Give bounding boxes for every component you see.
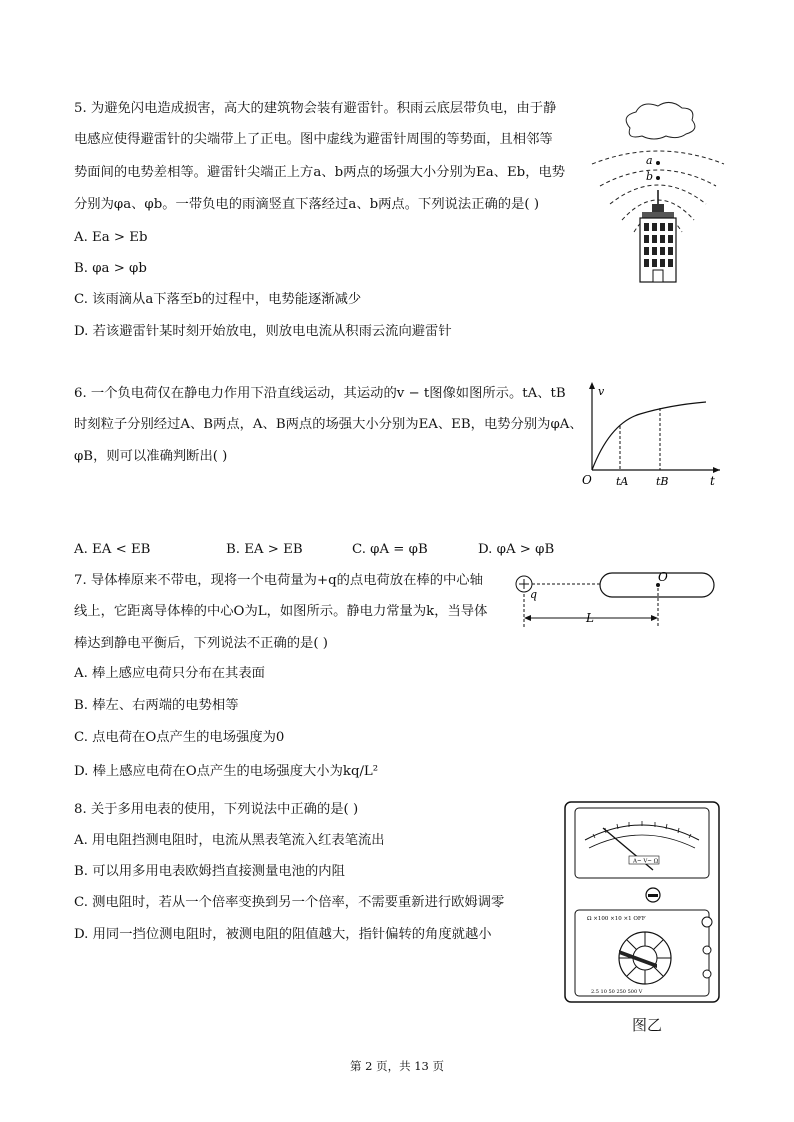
q5-line-4: 分别为φa、φb。一带负电的雨滴竖直下落经过a、b两点。下列说法正确的是( ) [74, 197, 540, 212]
axis-t-label: t [710, 474, 715, 488]
q7-line-1: 7. 导体棒原来不带电，现将一个电荷量为+q的点电荷放在棒的中心轴 [74, 573, 483, 588]
q6-option-c: C. φA = φB [352, 542, 428, 557]
conductor-rod-figure [512, 568, 722, 638]
origin-label: O [582, 473, 592, 487]
q8-option-d: D. 用同一挡位测电阻时，被测电阻的阻值越大，指针偏转的角度就越小 [74, 927, 492, 942]
q7-option-a: A. 棒上感应电荷只分布在其表面 [74, 666, 265, 681]
page-footer: 第 2 页，共 13 页 [349, 1059, 445, 1073]
q7-option-d: D. 棒上感应电荷在O点产生的电场强度大小为kq/L² [74, 764, 379, 779]
q8-option-a: A. 用电阻挡测电阻时，电流从黑表笔流入红表笔流出 [74, 833, 385, 848]
multimeter-figure [563, 800, 721, 1004]
charge-q-label: q [530, 588, 538, 601]
dial-bottom-label: 2.5 10 50 250 500 V [591, 989, 643, 995]
q6-line-3: φB，则可以准确判断出( ) [74, 449, 228, 464]
q5-line-2: 电感应使得避雷针的尖端带上了正电。图中虚线为避雷针周围的等势面，且相邻等 [74, 132, 553, 147]
q7-line-2: 线上，它距离导体棒的中心O为L，如图所示。静电力常量为k，当导体 [74, 604, 488, 619]
q5-option-b: B. φa > φb [74, 261, 147, 276]
q5-option-c: C. 该雨滴从a下落至b的过程中，电势能逐渐减少 [74, 292, 362, 307]
q7-option-b: B. 棒左、右两端的电势相等 [74, 698, 239, 713]
q6-line-2: 时刻粒子分别经过A、B两点，A、B两点的场强大小分别为EA、EB，电势分别为φA、 [74, 417, 583, 432]
point-b-label: b [646, 170, 654, 183]
q7-option-c: C. 点电荷在O点产生的电场强度为0 [74, 730, 285, 745]
q8-line-1: 8. 关于多用电表的使用，下列说法中正确的是( ) [74, 802, 359, 817]
q6-option-d: D. φA > φB [478, 542, 555, 557]
tb-label: tB [656, 475, 669, 488]
center-o-label: O [658, 570, 668, 584]
q6-option-a: A. EA < EB [74, 542, 151, 557]
dial-top-label: Ω ×100 ×10 ×1 OFF [587, 916, 646, 922]
q8-option-b: B. 可以用多用电表欧姆挡直接测量电池的内阻 [74, 864, 345, 879]
ta-label: tA [616, 475, 629, 488]
figure-caption: 图乙 [632, 1016, 663, 1034]
q5-line-3: 势面间的电势差相等。避雷针尖端正上方a、b两点的场强大小分别为Ea、Eb，电势 [74, 165, 566, 180]
q5-option-d: D. 若该避雷针某时刻开始放电，则放电电流从积雨云流向避雷针 [74, 324, 452, 339]
point-a-label: a [646, 154, 653, 167]
q5-option-a: A. Ea > Eb [74, 230, 148, 245]
distance-l-label: L [586, 611, 594, 625]
cloud-icon [626, 102, 695, 139]
meter-scale-label: A~ V~ Ω [633, 858, 659, 865]
q7-line-3: 棒达到静电平衡后，下列说法不正确的是( ) [74, 636, 328, 651]
vt-graph [580, 378, 725, 493]
axis-v-label: v [598, 385, 605, 398]
q5-line-1: 5. 为避免闪电造成损害，高大的建筑物会装有避雷针。积雨云底层带负电，由于静 [74, 101, 557, 116]
vt-curve [592, 402, 706, 470]
lightning-rod-figure [590, 98, 726, 288]
q6-option-b: B. EA > EB [226, 542, 303, 557]
q6-line-1: 6. 一个负电荷仅在静电力作用下沿直线运动，其运动的v − t图像如图所示。tA、tB [74, 386, 566, 401]
q8-option-c: C. 测电阻时，若从一个倍率变换到另一个倍率，不需要重新进行欧姆调零 [74, 895, 505, 910]
